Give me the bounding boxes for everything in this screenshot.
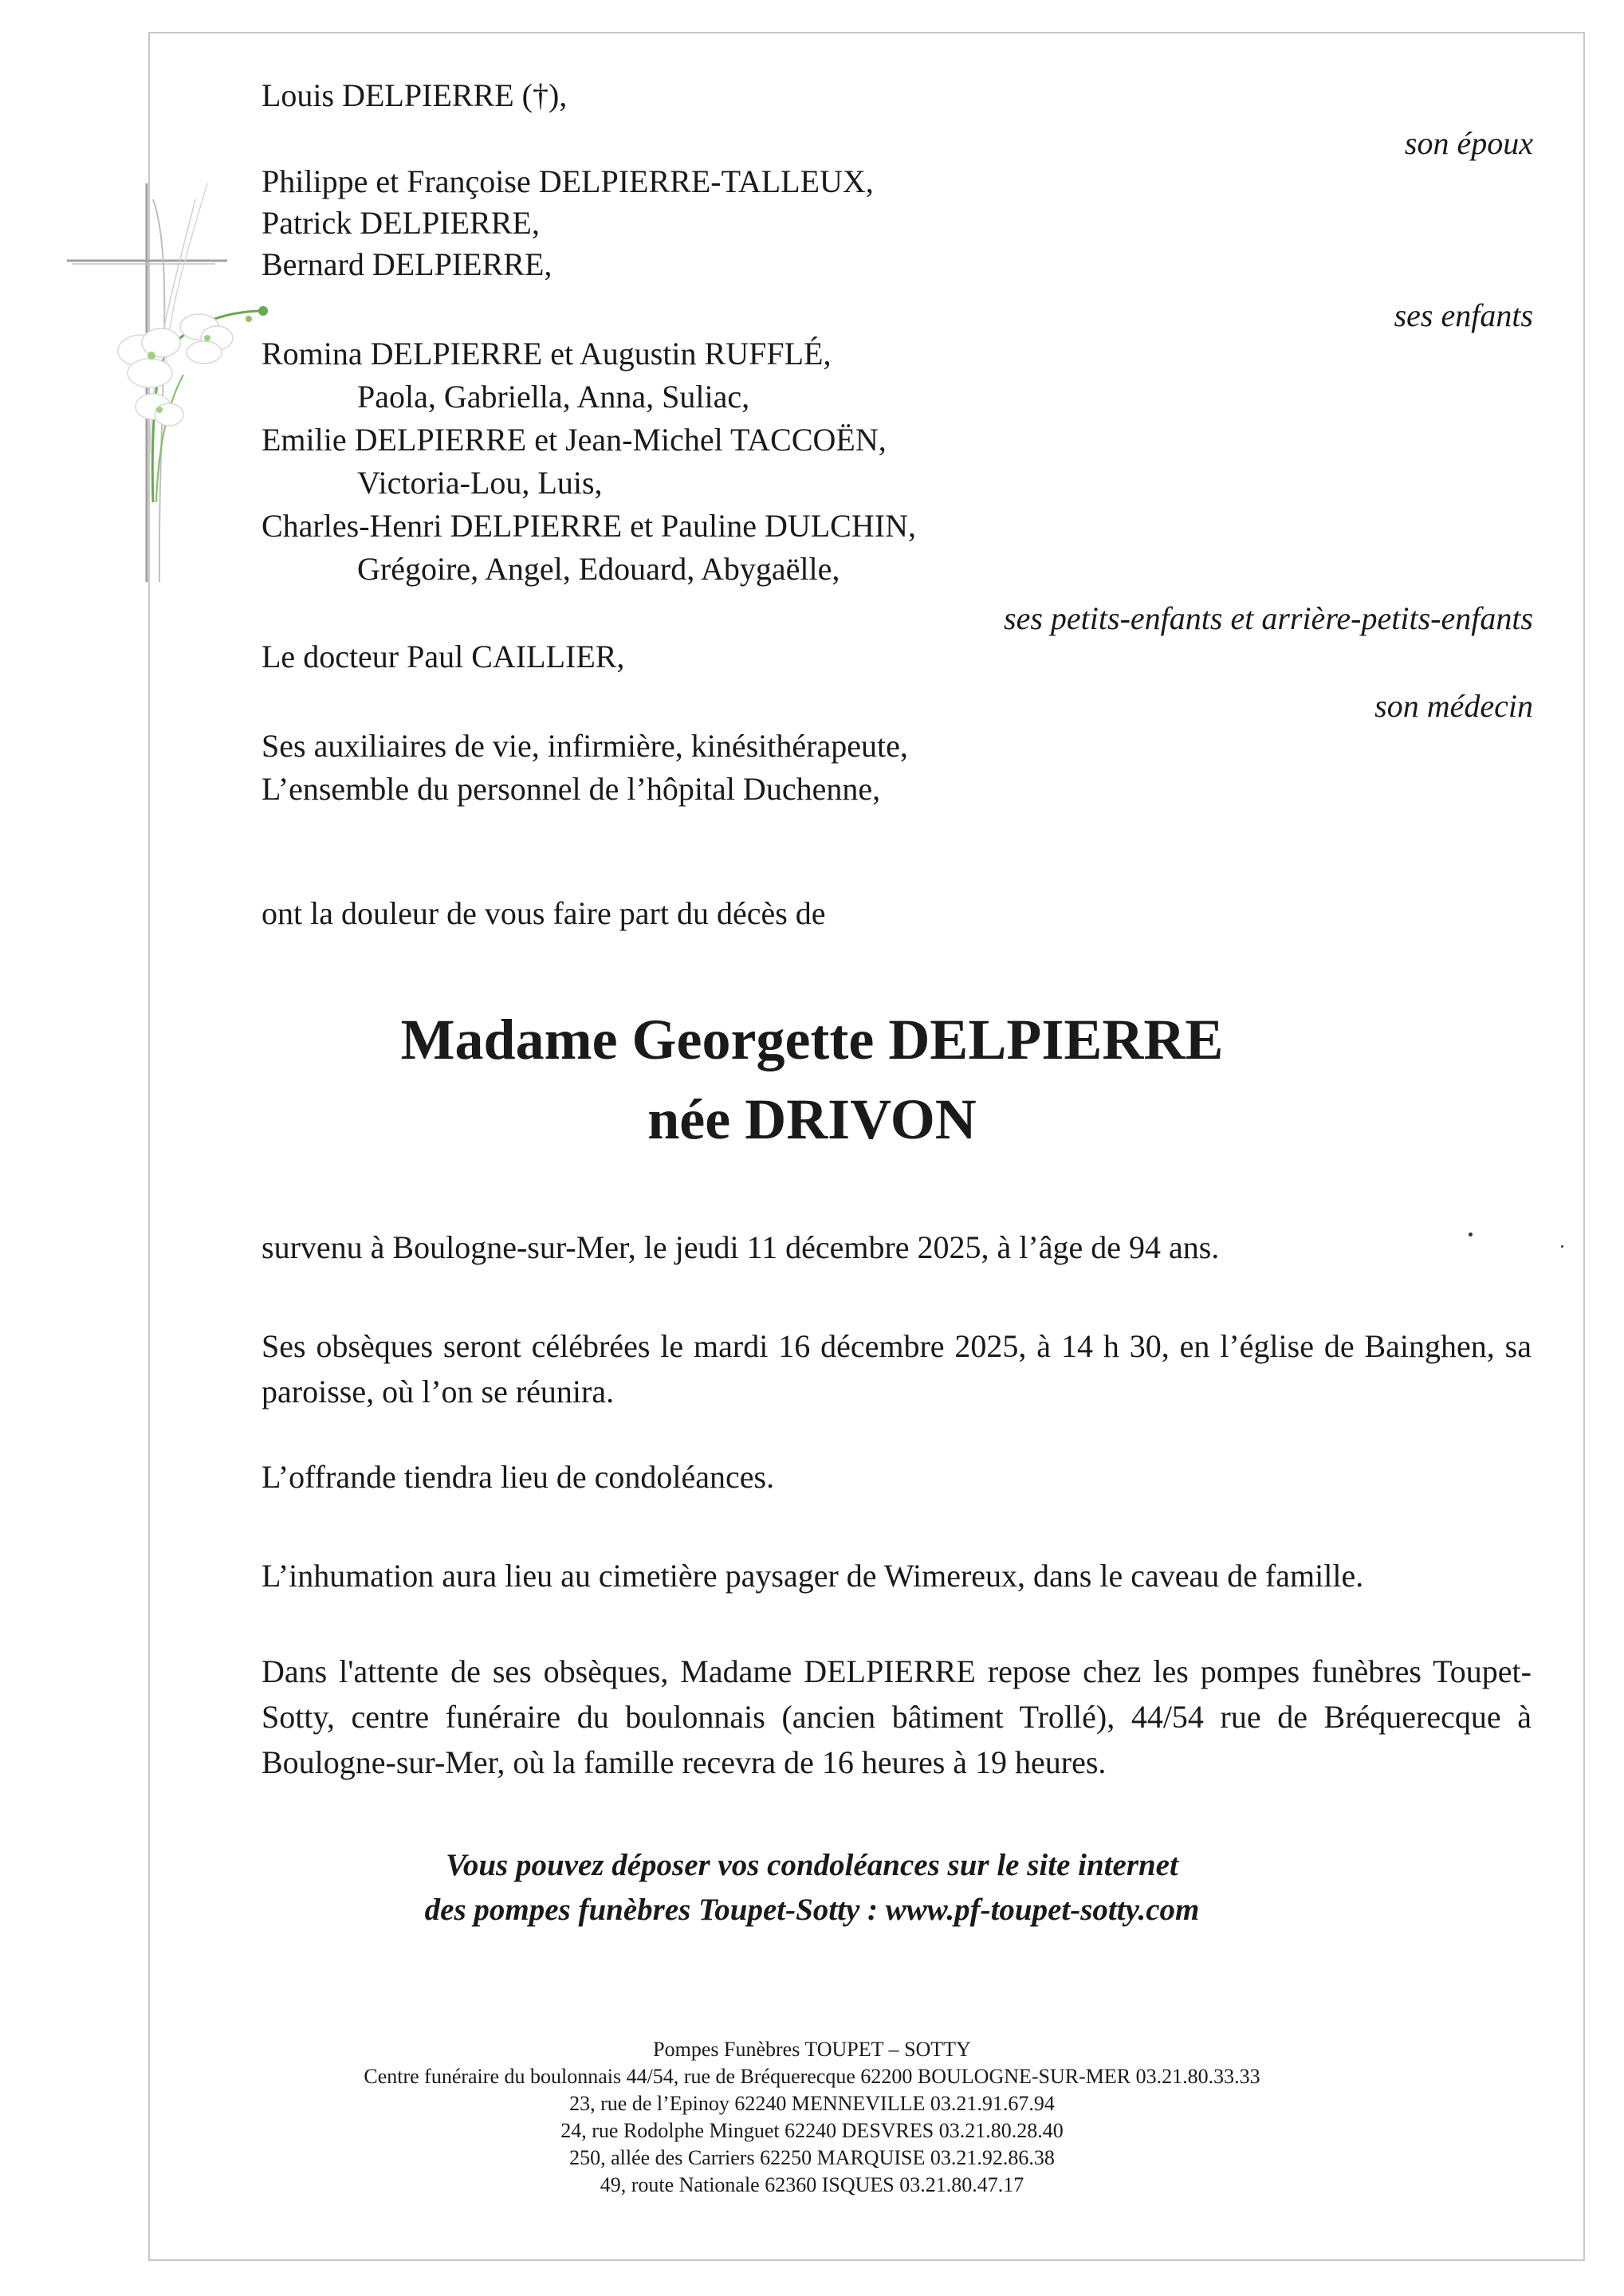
doctor-role: son médecin	[1374, 688, 1533, 724]
death-paragraph: survenu à Boulogne-sur-Mer, le jeudi 11 décembre 2025, à l’âge de 94 ans.	[261, 1229, 1220, 1265]
deceased-name: Madame Georgette DELPIERRE	[400, 1008, 1224, 1071]
grandchild-line: Charles-Henri DELPIERRE et Pauline DULCHIN,	[261, 508, 916, 544]
doctor-name: Le docteur Paul CAILLIER,	[261, 639, 625, 674]
burial-paragraph: L’inhumation aura lieu au cimetière paysager de Wimereux, dans le caveau de famille.	[261, 1558, 1364, 1594]
footer-line: Centre funéraire du boulonnais 44/54, rue de Bréquerecque 62200 BOULOGNE-SUR-MER 03.21.80.33.33	[364, 2065, 1260, 2088]
funeral-paragraph: Ses obsèques seront célébrées le mardi 16 décembre 2025, à 14 h 30, en l’église de Bainghen, sa paroisse, où l’on se réunira.	[261, 1328, 1532, 1409]
scan-speck	[1469, 1233, 1473, 1236]
grandchild-line: Romina DELPIERRE et Augustin RUFFLÉ,	[261, 336, 832, 372]
staff-line: L’ensemble du personnel de l’hôpital Duchenne,	[261, 771, 881, 807]
child-name: Philippe et Françoise DELPIERRE-TALLEUX,	[261, 163, 874, 199]
scan-speck	[1561, 1245, 1563, 1248]
rest-paragraph: Dans l'attente de ses obsèques, Madame DELPIERRE repose chez les pompes funèbres Toupet-Sotty, centre funéraire du boulonnais (ancien bâtiment Trollé), 44/54 rue de Bréquerecque à Boulogne-sur-Mer, où la famille recevra de 16 heures à 19 heures.	[261, 1653, 1532, 1780]
grandchild-line: Paola, Gabriella, Anna, Suliac,	[357, 379, 750, 415]
staff-line: Ses auxiliaires de vie, infirmière, kinésithérapeute,	[261, 728, 908, 764]
offering-paragraph: L’offrande tiendra lieu de condoléances.	[261, 1459, 775, 1495]
children-role: ses enfants	[1394, 297, 1533, 333]
announcement: ont la douleur de vous faire part du décès de	[261, 895, 826, 931]
child-name: Patrick DELPIERRE,	[261, 205, 540, 241]
condolences-line: des pompes funèbres Toupet-Sotty : www.pf-toupet-sotty.com	[424, 1893, 1200, 1927]
grandchild-line: Victoria-Lou, Luis,	[357, 465, 603, 501]
deceased-maiden-name: née DRIVON	[647, 1087, 977, 1151]
footer-line: 49, route Nationale 62360 ISQUES 03.21.80.47.17	[600, 2173, 1024, 2196]
spouse-name: Louis DELPIERRE (†),	[261, 77, 568, 113]
grandchild-line: Emilie DELPIERRE et Jean-Michel TACCOËN,	[261, 422, 887, 458]
grandchild-line: Grégoire, Angel, Edouard, Abygaëlle,	[357, 551, 840, 587]
footer-line: 23, rue de l’Epinoy 62240 MENNEVILLE 03.21.91.67.94	[569, 2092, 1055, 2115]
condolences-line: Vous pouvez déposer vos condoléances sur le site internet	[446, 1848, 1178, 1882]
footer-line: Pompes Funèbres TOUPET – SOTTY	[653, 2038, 971, 2061]
footer-line: 250, allée des Carriers 62250 MARQUISE 03.21.92.86.38	[569, 2146, 1055, 2169]
footer-line: 24, rue Rodolphe Minguet 62240 DESVRES 03.21.80.28.40	[560, 2119, 1064, 2142]
child-name: Bernard DELPIERRE,	[261, 246, 552, 282]
spouse-role: son époux	[1404, 125, 1533, 161]
grandchildren-role: ses petits-enfants et arrière-petits-enfants	[1004, 600, 1533, 636]
